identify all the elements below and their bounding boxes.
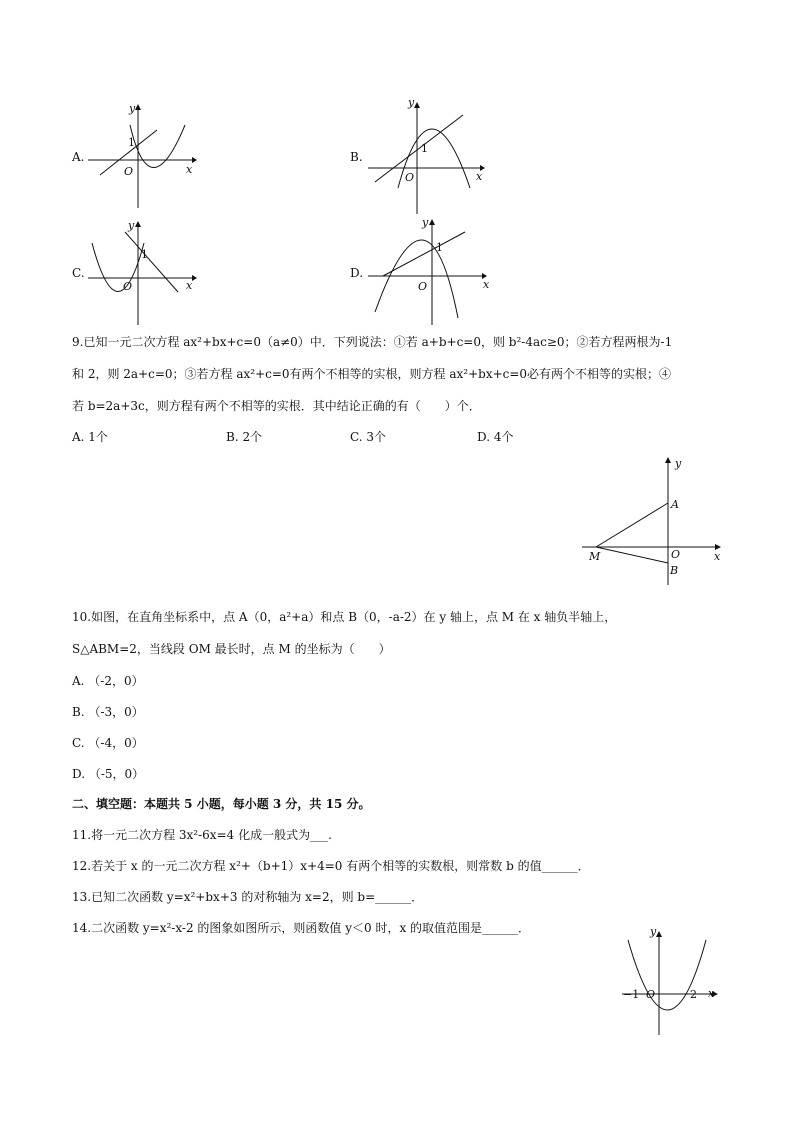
- q10-line-2: S△ABM=2，当线段 OM 最长时，点 M 的坐标为（ ）: [72, 642, 391, 656]
- q10-line-1: 10.如图，在直角坐标系中，点 A（0，a²+a）和点 B（0，-a-2）在 y 轴上，点 M 在 x 轴负半轴上，: [72, 610, 617, 624]
- q10-point-m-label: M: [589, 550, 601, 563]
- q10-point-b-label: B: [670, 564, 679, 577]
- q14-origin-label: O: [646, 988, 656, 1001]
- graph-a-x-label: x: [186, 163, 193, 176]
- graph-a-origin-label: O: [124, 165, 134, 178]
- graph-c-y-label: y: [128, 219, 135, 232]
- graph-b-origin-label: O: [405, 171, 415, 184]
- q14-x-label: x: [708, 987, 715, 1000]
- graph-c-one-label: 1: [141, 248, 148, 261]
- q9-line-2: 和 2，则 2a+c=0；③若方程 ax²+c=0有两个不相等的实根，则方程 ax²+bx+c=0必有两个不相等的实根；④: [72, 367, 672, 381]
- graph-d-x-label: x: [483, 278, 490, 291]
- section-2-heading: 二、填空题：本题共 5 小题，每小题 3 分，共 15 分。: [72, 797, 371, 811]
- q9-option-d: D. 4个: [477, 430, 514, 444]
- graph-a-y-label: y: [129, 102, 136, 115]
- q10-option-d: D. （-5，0）: [72, 767, 145, 781]
- q9-line-3: 若 b=2a+3c，则方程有两个不相等的实根．其中结论正确的有（ ）个．: [72, 399, 481, 413]
- option-b-letter: B.: [350, 150, 363, 164]
- q10-point-a-label: A: [671, 498, 679, 511]
- option-a-letter: A.: [72, 150, 85, 164]
- q10-option-a: A. （-2，0）: [72, 674, 144, 688]
- q11-text: 11.将一元二次方程 3x²-6x=4 化成一般式为___.: [72, 828, 332, 842]
- q10-origin-label: O: [671, 548, 681, 561]
- q9-line-1: 9.已知一元二次方程 ax²+bx+c=0（a≠0）中．下列说法：①若 a+b+c=0，则 b²-4ac≥0；②若方程两根为-1: [72, 335, 673, 349]
- graph-c-origin-label: O: [123, 280, 133, 293]
- q14-two-label: 2: [690, 988, 697, 1001]
- q10-option-b: B. （-3，0）: [72, 705, 144, 719]
- graph-b-x-label: x: [476, 170, 483, 183]
- option-d-letter: D.: [350, 266, 364, 280]
- q10-option-c: C. （-4，0）: [72, 736, 144, 750]
- graph-b-y-label: y: [408, 96, 415, 109]
- q10-y-label: y: [675, 457, 682, 470]
- q9-option-b: B. 2个: [226, 430, 263, 444]
- graph-d-y-label: y: [422, 216, 429, 229]
- graph-d-one-label: 1: [436, 241, 443, 254]
- graph-a-one-label: 1: [128, 136, 135, 149]
- q9-option-c: C. 3个: [350, 430, 387, 444]
- q12-text: 12.若关于 x 的一元二次方程 x²+（b+1）x+4=0 有两个相等的实数根，则常数 b 的值______．: [72, 859, 590, 873]
- graph-c-x-label: x: [186, 279, 193, 292]
- q10-x-label: x: [714, 550, 721, 563]
- q14-y-label: y: [650, 925, 657, 938]
- graph-b-one-label: 1: [421, 142, 428, 155]
- graph-d-origin-label: O: [418, 280, 428, 293]
- q14-neg1-label: −1: [623, 988, 640, 1001]
- option-c-letter: C.: [72, 266, 85, 280]
- q13-text: 13.已知二次函数 y=x²+bx+3 的对称轴为 x=2，则 b=______．: [72, 890, 424, 904]
- q9-option-a: A. 1个: [72, 430, 108, 444]
- q14-text: 14.二次函数 y=x²-x-2 的图象如图所示，则函数值 y＜0 时，x 的取值范围是______．: [72, 921, 531, 935]
